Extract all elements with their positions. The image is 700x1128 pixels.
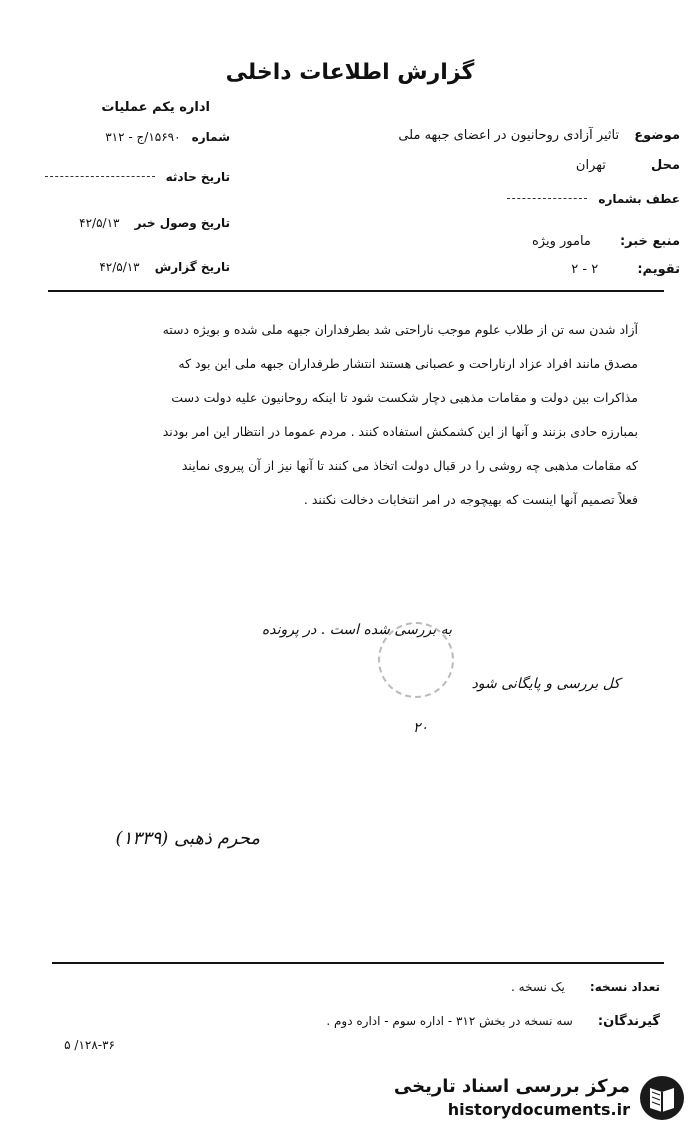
office-name: اداره یکم عملیات bbox=[101, 100, 210, 115]
source-value: مامور ویژه bbox=[531, 234, 591, 249]
watermark-logo bbox=[393, 1070, 692, 1126]
copies-row bbox=[511, 976, 660, 995]
copies-label: تعداد نسخه: bbox=[589, 980, 660, 994]
assessment-label: تقویم: bbox=[637, 262, 680, 277]
reference-label: عطف بشماره bbox=[598, 192, 680, 206]
location-row bbox=[576, 154, 680, 173]
handwritten-note-line-1: به بررسی شده است . در پرونده bbox=[261, 622, 452, 638]
report-date-value: ۴۲/۵/۱۳ bbox=[99, 260, 140, 274]
incident-date-blank bbox=[45, 176, 155, 177]
watermark-url: historydocuments.ir bbox=[447, 1100, 630, 1119]
reference-row bbox=[507, 188, 680, 207]
incident-date-label: تاریخ حادثه bbox=[165, 170, 230, 184]
subject-label: موضوع bbox=[634, 128, 680, 143]
watermark-title: مرکز بررسی اسناد تاریخی bbox=[393, 1076, 630, 1097]
location-value: تهران bbox=[575, 158, 606, 173]
assessment-value: ۲ - ۲ bbox=[571, 262, 599, 277]
report-date-row bbox=[99, 256, 230, 275]
received-date-value: ۴۲/۵/۱۳ bbox=[79, 216, 120, 230]
source-row bbox=[532, 230, 680, 249]
footer-divider bbox=[52, 962, 664, 964]
number-row bbox=[105, 126, 230, 145]
subject-value: تاثیر آزادی روحانیون در اعضای جبهه ملی bbox=[398, 128, 620, 143]
incident-date-row bbox=[45, 166, 230, 185]
copies-value: یک نسخه . bbox=[511, 980, 565, 994]
handwritten-note-line-2: کل بررسی و پایگانی شود bbox=[471, 676, 620, 692]
number-label: شماره bbox=[191, 130, 230, 144]
handwritten-initial: ۲۰ bbox=[412, 720, 428, 736]
body-line-1: آزاد شدن سه تن از طلاب علوم موجب ناراحتی شد بطرفداران جبهه ملی شده و بویژه دسته bbox=[162, 322, 638, 337]
body-line-2: مصدق مانند افراد عزاد ارناراحت و عصبانی هستند انتشار طرفداران جبهه ملی این بود که bbox=[178, 356, 638, 371]
received-date-row bbox=[79, 212, 230, 231]
report-date-label: تاریخ گزارش bbox=[154, 260, 230, 274]
subject-row bbox=[398, 124, 680, 143]
recipients-row bbox=[326, 1010, 660, 1029]
number-value: ۱۵۶۹۰/ج - ۳۱۲ bbox=[105, 130, 181, 144]
body-line-3: مذاکرات بین دولت و مقامات مذهبی دچار شکست شود تا اینکه روحانیون علیه دولت دست bbox=[171, 390, 638, 405]
reference-blank bbox=[507, 198, 587, 199]
body-line-6: فعلاً تصمیم آنها اینست که بهیچوجه در امر انتخابات دخالت نکنند . bbox=[303, 492, 638, 507]
location-label: محل bbox=[650, 158, 680, 173]
body-line-4: بمبارزه حادی بزنند و آنها از این کشمکش استفاده کنند . مردم عموما در انتظار این امر بودند bbox=[162, 424, 638, 439]
document-title: گزارش اطلاعات داخلی bbox=[225, 60, 475, 85]
book-logo-icon bbox=[638, 1074, 686, 1122]
recipients-value: سه نسخه در بخش ۳۱۲ - اداره سوم - اداره دوم . bbox=[326, 1014, 573, 1028]
source-label: منبع خبر: bbox=[619, 234, 680, 249]
handwritten-signature: محرم ذهبی (۱۳۳۹) bbox=[115, 828, 260, 849]
document-code: ۱۲۸-۳۶/ ۵ bbox=[64, 1038, 115, 1052]
recipients-label: گیرندگان: bbox=[597, 1014, 660, 1029]
assessment-row bbox=[571, 258, 680, 277]
header-divider bbox=[48, 290, 664, 292]
body-line-5: که مقامات مذهبی چه روشی را در قبال دولت اتخاذ می کنند تا آنها نیز از آن پیروی نمایند bbox=[181, 458, 638, 473]
received-date-label: تاریخ وصول خبر bbox=[134, 216, 230, 230]
